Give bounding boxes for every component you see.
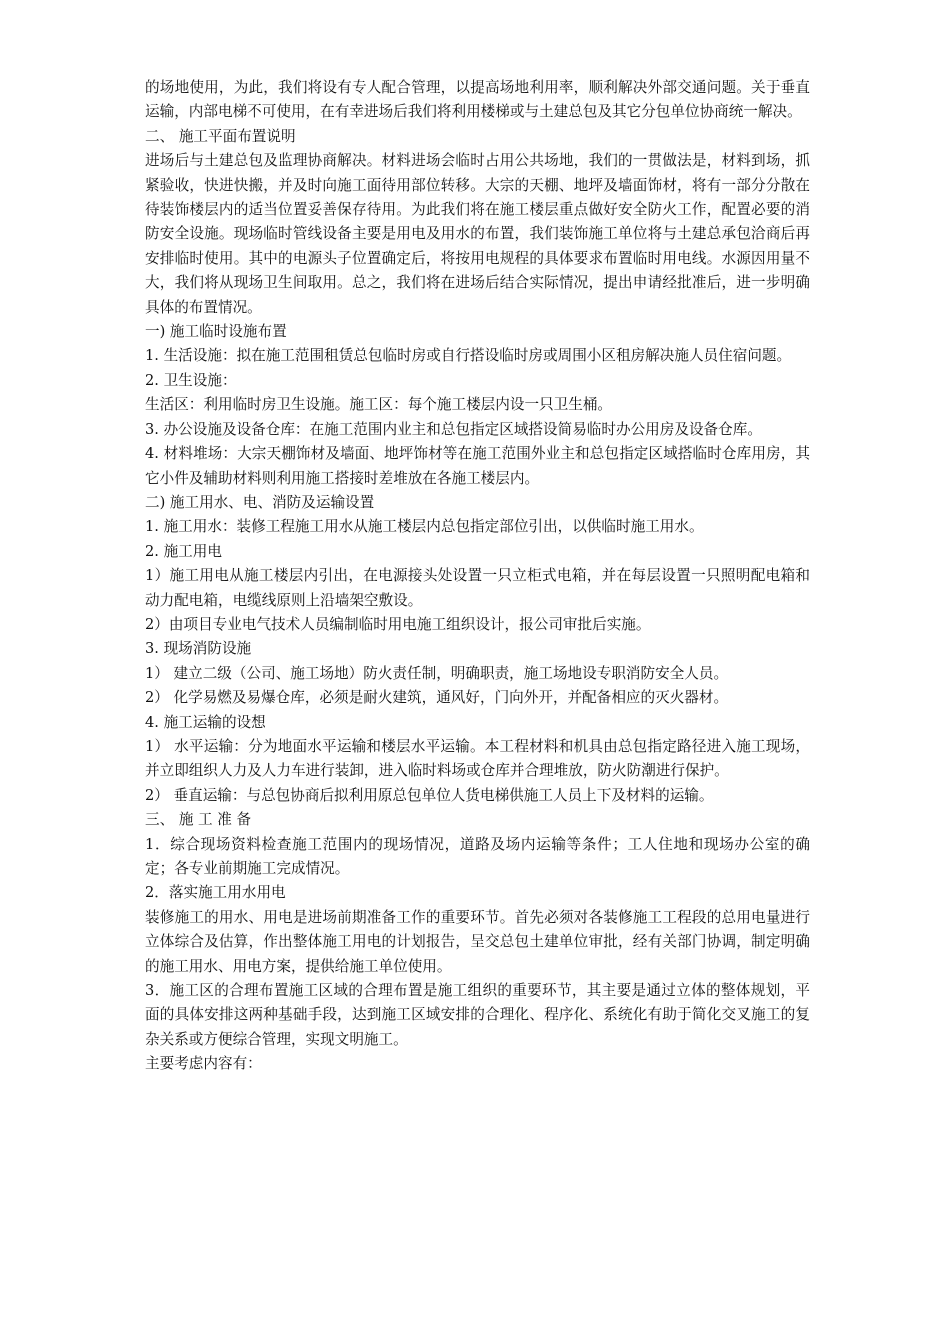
paragraph-fire-heading: 3. 现场消防设施 [145,640,252,658]
paragraph-preparation-2-heading: 2．落实施工用水用电 [145,884,286,902]
heading-temporary-facilities: 一) 施工临时设施布置 [145,323,287,341]
paragraph-living-facilities: 1. 生活设施：拟在施工范围租赁总包临时房或自行搭设临时房或周围小区租房解决施人员住宿问题。 [145,347,792,365]
paragraph-main-considerations: 主要考虑内容有： [145,1055,262,1073]
heading-preparation: 三、 施 工 准 备 [145,811,252,829]
paragraph-electricity-2: 2）由项目专业电气技术人员编制临时用电施工组织设计，报公司审批后实施。 [145,615,651,633]
paragraph-fire-2: 2） 化学易燃及易爆仓库，必须是耐火建筑，通风好，门向外开，并配备相应的灭火器材。 [145,689,729,707]
paragraph-site-use: 的场地使用，为此，我们将设有专人配合管理，以提高场地利用率，顺利解决外部交通问题。关于垂直运输，内部电梯不可使用，在有幸进场后我们将利用楼梯或与土建总包及其它分包单位协商统一解决。 [145,79,810,121]
paragraph-sanitary-detail: 生活区：利用临时房卫生设施。施工区：每个施工楼层内设一只卫生桶。 [145,396,613,414]
paragraph-preparation-2: 装修施工的用水、用电是进场前期准备工作的重要环节。首先必须对各装修施工工程段的总用电量进行立体综合及估算，作出整体施工用电的计划报告，呈交总包土建单位审批，经有关部门协调，制定明确的施工用水、用电方案，提供给施工单位使用。 [145,908,810,975]
paragraph-water: 1. 施工用水：装修工程施工用水从施工楼层内总包指定部位引出，以供临时施工用水。 [145,518,704,536]
paragraph-transport-heading: 4. 施工运输的设想 [145,713,266,731]
paragraph-office-facilities: 3. 办公设施及设备仓库：在施工范围内业主和总包指定区域搭设简易临时办公用房及设备仓库。 [145,420,762,438]
paragraph-electricity-1: 1）施工用电从施工楼层内引出，在电源接头处设置一只立柜式电箱，并在每层设置一只照明配电箱和动力配电箱，电缆线原则上沿墙架空敷设。 [145,567,810,609]
paragraph-transport-1: 1） 水平运输：分为地面水平运输和楼层水平运输。本工程材料和机具由总包指定路径进入施工现场，并立即组织人力及人力车进行装卸，进入临时料场或仓库并合理堆放，防火防潮进行保护。 [145,737,810,780]
document-body [145,76,810,1077]
paragraph-electricity-heading: 2. 施工用电 [145,542,222,560]
paragraph-preparation-3: 3．施工区的合理布置施工区域的合理布置是施工组织的重要环节，其主要是通过立体的整体规划，平面的具体安排这两种基础手段，达到施工区域安排的合理化、程序化、系统化有助于简化交叉施工的复杂关系或方便综合管理，实现文明施工。 [145,982,810,1048]
paragraph-fire-1: 1） 建立二级（公司、施工场地）防火责任制，明确职责，施工场地设专职消防安全人员。 [145,664,729,682]
paragraph-sanitary-facilities: 2. 卫生设施： [145,371,237,389]
paragraph-material-storage: 4. 材料堆场：大宗天棚饰材及墙面、地坪饰材等在施工范围外业主和总包指定区域搭临时仓库用房，其它小件及辅助材料则利用施工搭接时差堆放在各施工楼层内。 [145,445,810,487]
paragraph-preparation-1: 1．综合现场资料检查施工范围内的现场情况，道路及场内运输等条件；工人住地和现场办公室的确定；各专业前期施工完成情况。 [145,835,810,877]
paragraph-layout: 进场后与土建总包及监理协商解决。材料进场会临时占用公共场地，我们的一贯做法是，材料到场，抓紧验收，快进快搬，并及时向施工面待用部位转移。大宗的天棚、地坪及墙面饰材，将有一部分分散在待装饰楼层内的适当位置妥善保存待用。为此我们将在施工楼层重点做好安全防火工作，配置必要的消防安全设施。现场临时管线设备主要是用电及用水的布置，我们装饰施工单位将与土建总承包洽商后再安排临时使用。其中的电源头子位置确定后，将按用电规程的具体要求布置临时用电线。水源因用量不大，我们将从现场卫生间取用。总之，我们将在进场后结合实际情况，提出申请经批准后，进一步明确具体的布置情况。 [145,152,810,316]
paragraph-transport-2: 2） 垂直运输：与总包协商后拟利用原总包单位人货电梯供施工人员上下及材料的运输。 [145,786,714,804]
heading-utilities: 二) 施工用水、电、消防及运输设置 [145,493,375,511]
heading-layout: 二、 施工平面布置说明 [145,127,296,145]
